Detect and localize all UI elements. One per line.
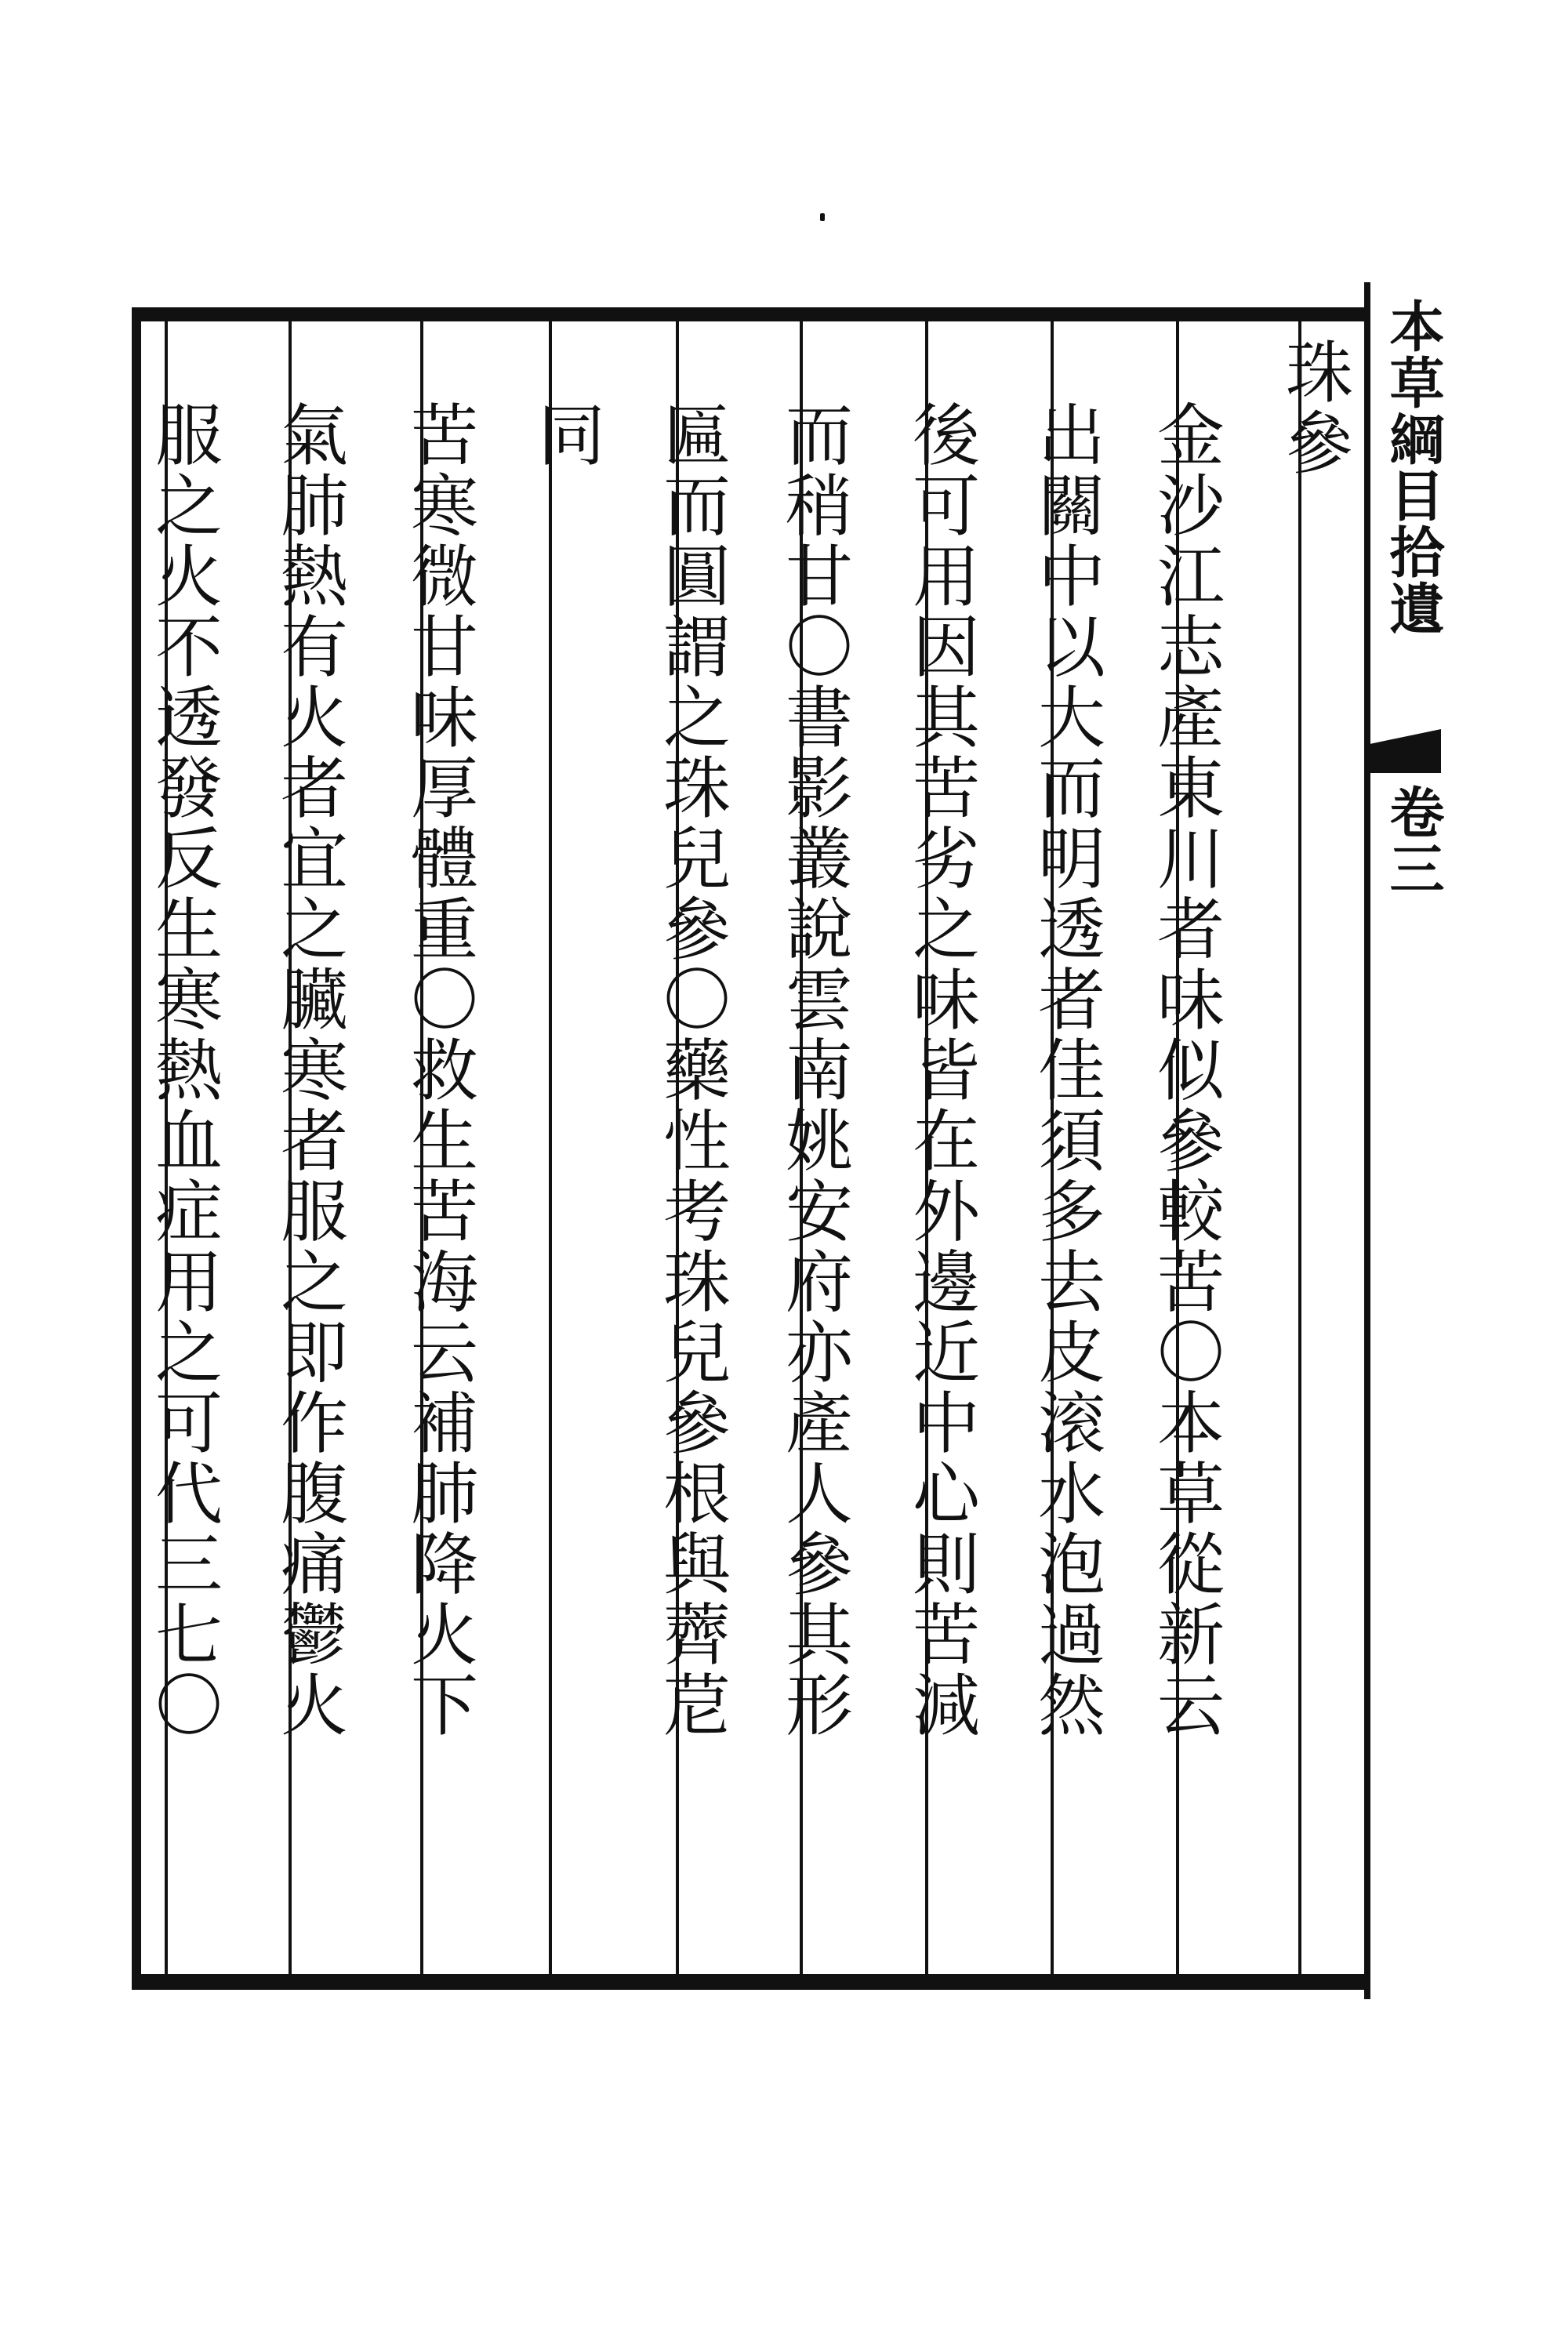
text-column: 而稍甘〇書影叢說雲南姚安府亦產人參其形	[774, 400, 852, 1740]
column-rule	[549, 321, 552, 1974]
column-rule	[1298, 321, 1301, 1974]
text-column: 苦寒微甘味厚體重〇救生苦海云補肺降火下	[399, 400, 477, 1740]
text-column: 氣肺熱有火者宜之臟寒者服之即作腹痛鬱火	[269, 400, 347, 1740]
text-column: 金沙江志產東川者味似參較苦〇本草從新云	[1145, 400, 1224, 1740]
text-column: 後可用因其苦劣之味皆在外邊近中心則苦減	[901, 400, 979, 1740]
text-column: 服之火不透發反生寒熱血症用之可代三七〇	[143, 400, 222, 1740]
book-title: 本草綱目拾遺	[1381, 298, 1446, 637]
ink-speck	[820, 213, 825, 221]
heading-zhu-shen: 珠參	[1274, 337, 1352, 478]
text-column: 匾而圓謂之珠兒參〇藥性考珠兒參根與薺苨	[652, 400, 730, 1740]
text-column: 出關中以大而明透者佳須多去皮滚水泡過然	[1026, 400, 1105, 1740]
volume-label: 卷三	[1381, 784, 1446, 897]
text-column: 同	[526, 400, 604, 470]
